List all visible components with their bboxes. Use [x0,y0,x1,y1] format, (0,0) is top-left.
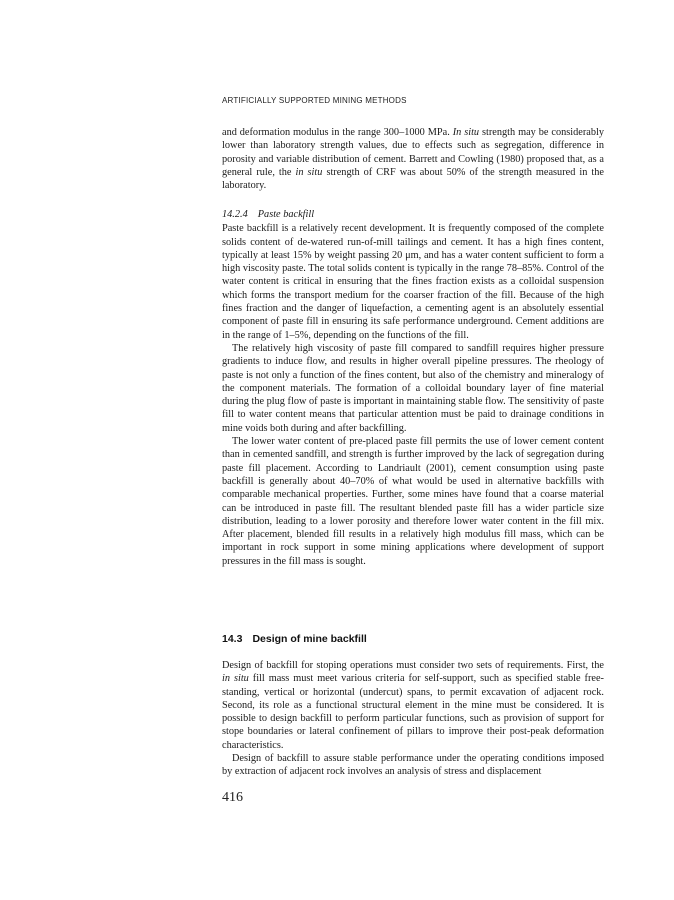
running-head: ARTIFICIALLY SUPPORTED MINING METHODS [222,96,407,105]
paragraph: Paste backfill is a relatively recent development. It is frequently composed of the complete solids content of de-watered run-of-mill tailings and cement. It has a high fines content, typically at least 15% by weight passing 20 μm, and has a water content sufficient to form a high viscosity paste. The total solids content is typically in the range 78–85%. Control of the water content is critical in ensuring that the fines fraction exists as a colloidal suspension which forms the transport medium for the coarser fraction of the fill. Because of the high fines fraction and the danger of liquefaction, a cementing agent is an absolutely essential component of paste fill in ensuring its safe performance underground. Cement additions are in the range of 1–5%, depending on the functions of the fill. [222,223,604,341]
paragraph: Design of backfill to assure stable performance under the operating conditions imposed by extraction of adjacent rock involves an analysis of stress and displacement [222,753,604,778]
section-heading [222,633,367,645]
emphasis-in-situ: in situ [222,673,249,685]
page-number: 416 [222,790,243,805]
subsection-paste-backfill [222,208,604,568]
paragraph: Design of backfill for stoping operations must consider two sets of requirements. First, the in situ fill mass must meet various criteria for self-support, such as specified stable free-standing, vertical or horizontal (undercut) spans, to permit excavation of adjacent rock. Second, its role as a functional structural element in the mine must be considered. It is possible to design backfill to perform particular functions, such as provision of support for stope boundaries or lateral confinement of pillars to improve their post-peak deformation characteristics. [222,660,604,751]
section-body [222,659,604,779]
section-number: 14.3 [222,633,243,645]
paragraph: The lower water content of pre-placed paste fill permits the use of lower cement content than in cemented sandfill, and strength is further improved by the lack of segregation during paste fill placement. According to Landriault (2001), cement consumption using paste backfill is generally about 40–70% of what would be used in alternative backfills with comparable mechanical properties. Further, some mines have found that a coarse material can be introduced in paste fill. The resultant blended paste fill has a wider particle size distribution, leading to a lower porosity and therefore lower water content in the fill mix. After placement, blended fill results in a relatively high modulus fill mass, which can be important in rock support in some mining applications where development of support pressures in the fill mass is sought. [222,436,604,567]
subsection-heading [222,208,604,221]
emphasis-in-situ: in situ [295,166,323,178]
emphasis-in-situ: In situ [452,127,480,138]
subsection-title: Paste backfill [257,209,315,220]
paragraph: The relatively high viscosity of paste fill compared to sandfill requires higher pressure gradients to induce flow, and results in higher overall pipeline pressures. The rheology of paste is not only a function of the fines content, but also of the chemistry and mineralogy of the component materials. The formation of a colloidal boundary layer of fine material during the plug flow of paste is important in maintaining stable flow. The sensitivity of paste fill to water content means that particular attention must be paid to drainage conditions in mine voids both during and after backfilling. [222,342,604,434]
section-title: Design of mine backfill [252,633,367,645]
intro-paragraph: and deformation modulus in the range 300–1000 MPa. In situ strength may be considerably lower than laboratory strength values, due to effects such as segregation, difference in porosity and variable distribution of cement. Barrett and Cowling (1980) proposed that, as a general rule, the in situ strength of CRF was about 50% of the strength measured in the laboratory. [222,127,604,192]
intro-block [222,126,604,192]
subsection-number: 14.2.4 [222,209,248,220]
